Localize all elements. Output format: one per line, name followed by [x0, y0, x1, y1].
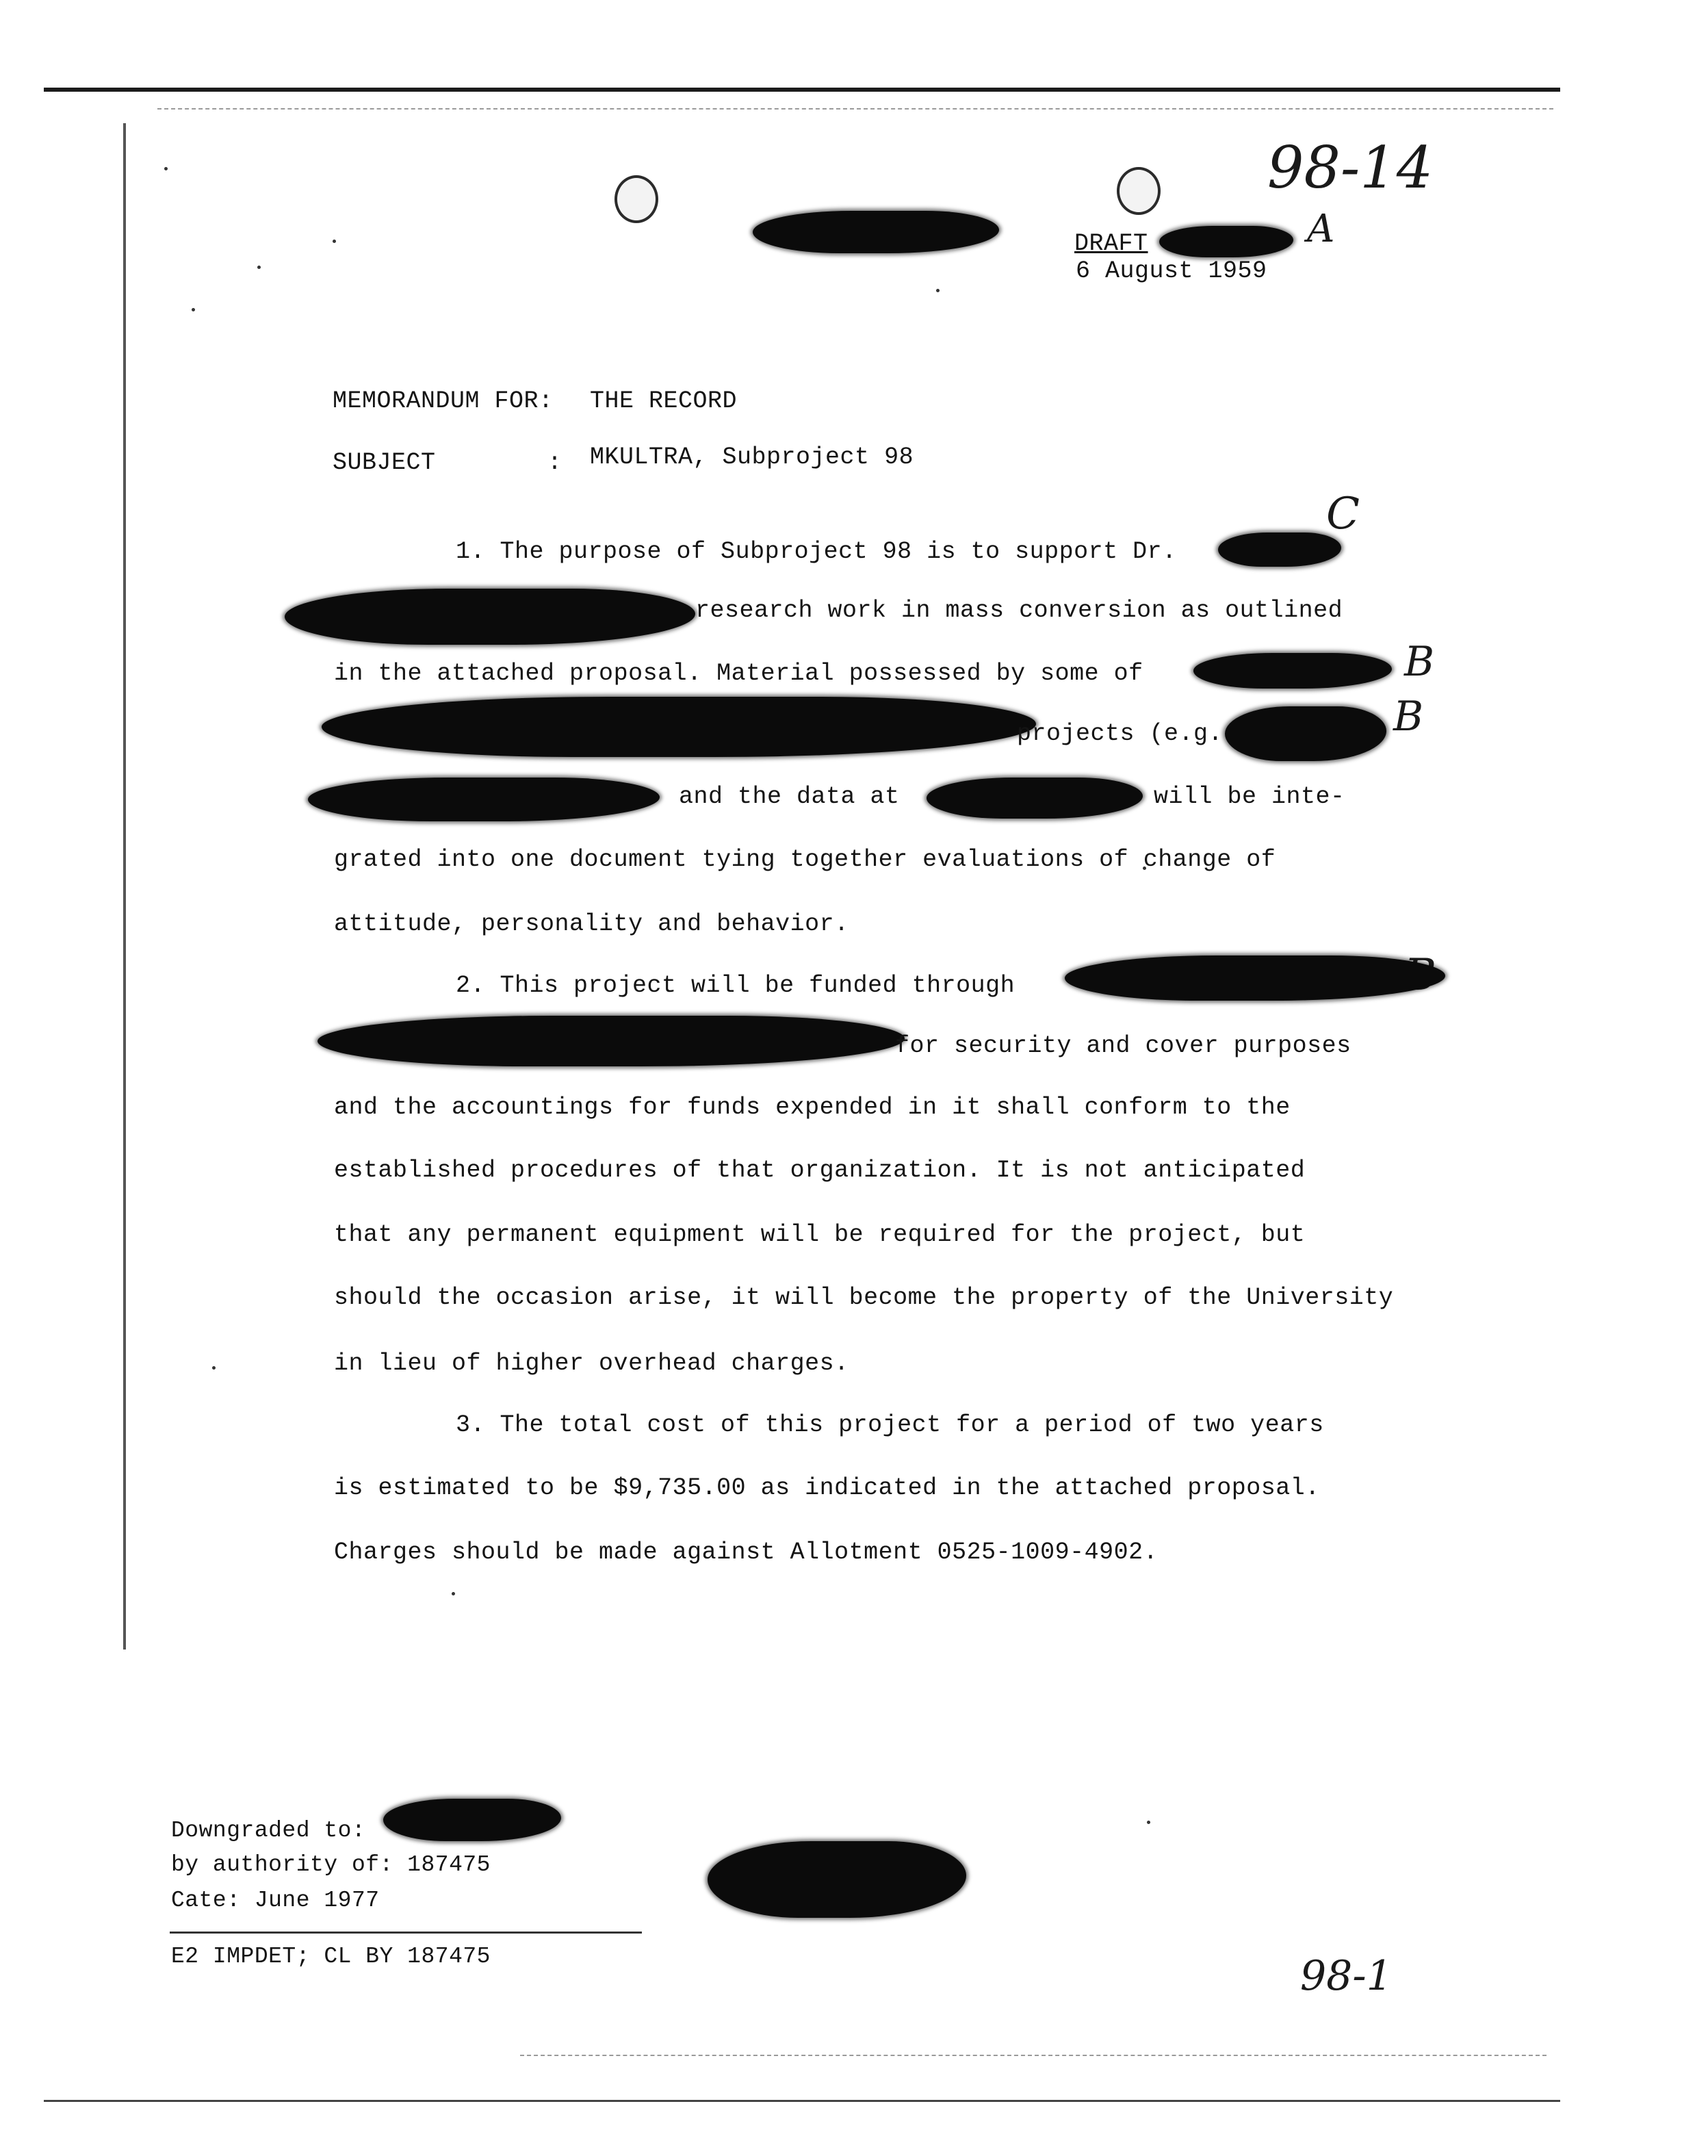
redaction-block	[285, 589, 695, 645]
redaction-block	[927, 778, 1143, 819]
authority-line: by authority of: 187475	[171, 1852, 491, 1877]
top-dotted-line	[157, 108, 1553, 110]
redaction-block	[753, 211, 999, 253]
paragraph-3-line: 3. The total cost of this project for a period of two years	[456, 1411, 1324, 1439]
paragraph-2-line: in lieu of higher overhead charges.	[334, 1350, 849, 1377]
redaction-block	[322, 697, 1036, 757]
speck	[164, 167, 168, 170]
memo-for-label: MEMORANDUM FOR:	[333, 387, 554, 415]
handwritten-file-number: 98-14	[1267, 134, 1434, 201]
subject-value: MKULTRA, Subproject 98	[590, 444, 914, 471]
speck	[936, 289, 940, 292]
paragraph-1-line: will be inte-	[1154, 783, 1345, 810]
paragraph-2-line: and the accountings for funds expended in it shall conform to the	[334, 1094, 1291, 1121]
subject-label: SUBJECT	[333, 449, 436, 476]
paragraph-2-line: 2. This project will be funded through	[456, 972, 1015, 999]
speck	[192, 308, 195, 311]
speck	[257, 266, 261, 269]
paragraph-1-line: projects (e.g.	[1017, 720, 1224, 747]
punch-hole-left	[614, 175, 658, 223]
redaction-block	[318, 1016, 905, 1066]
paragraph-2-line: established procedures of that organization. It is not anticipated	[334, 1157, 1306, 1184]
redaction-block	[308, 778, 660, 821]
paragraph-1-line: 1. The purpose of Subproject 98 is to support Dr.	[456, 538, 1177, 565]
bottom-border-rule	[44, 2100, 1560, 2102]
redaction-block	[708, 1841, 966, 1918]
paragraph-2-line: that any permanent equipment will be required for the project, but	[334, 1221, 1306, 1248]
speck	[333, 240, 336, 243]
paragraph-1-line: research work in mass conversion as outlined	[695, 597, 1343, 624]
speck	[212, 1366, 216, 1370]
paragraph-3-line: is estimated to be $9,735.00 as indicated in the attached proposal.	[334, 1474, 1320, 1502]
redaction-block	[1218, 532, 1341, 567]
handwritten-mark-c: C	[1326, 489, 1360, 539]
redaction-block	[1159, 226, 1293, 257]
paragraph-1-line: in the attached proposal. Material possessed by some of	[334, 660, 1143, 687]
bottom-dotted-line	[520, 2055, 1547, 2056]
speck	[1147, 1821, 1150, 1824]
paragraph-2-line: should the occasion arise, it will become the property of the University	[334, 1284, 1394, 1311]
classification-line: E2 IMPDET; CL BY 187475	[171, 1944, 491, 1969]
paragraph-1-line: and the data at	[679, 783, 900, 810]
memo-for-value: THE RECORD	[590, 387, 738, 415]
handwritten-mark-b: B	[1393, 693, 1424, 741]
punch-hole-right	[1117, 167, 1161, 215]
handwritten-mark-a: A	[1307, 207, 1335, 251]
paragraph-3-line: Charges should be made against Allotment 0525-1009-4902.	[334, 1539, 1159, 1566]
paragraph-1-line: grated into one document tying together evaluations of change of	[334, 846, 1276, 873]
downgrade-date: Cate: June 1977	[171, 1888, 380, 1913]
memo-date: 6 August 1959	[1076, 257, 1267, 285]
left-margin-rule	[123, 123, 126, 1650]
handwritten-page-number: 98-1	[1300, 1952, 1393, 2000]
footer-rule	[170, 1932, 642, 1934]
redaction-block	[1193, 653, 1392, 689]
paragraph-1-line: attitude, personality and behavior.	[334, 910, 849, 938]
top-border-rule	[44, 88, 1560, 92]
paragraph-2-line: for security and cover purposes	[895, 1032, 1351, 1060]
redaction-block	[1225, 706, 1386, 761]
handwritten-mark-b: B	[1404, 638, 1435, 686]
redaction-block	[1065, 955, 1445, 1001]
draft-label: DRAFT	[1074, 230, 1148, 257]
subject-colon: :	[547, 449, 562, 476]
downgraded-label: Downgraded to:	[171, 1818, 366, 1843]
redaction-block	[383, 1799, 561, 1841]
speck	[452, 1592, 455, 1595]
